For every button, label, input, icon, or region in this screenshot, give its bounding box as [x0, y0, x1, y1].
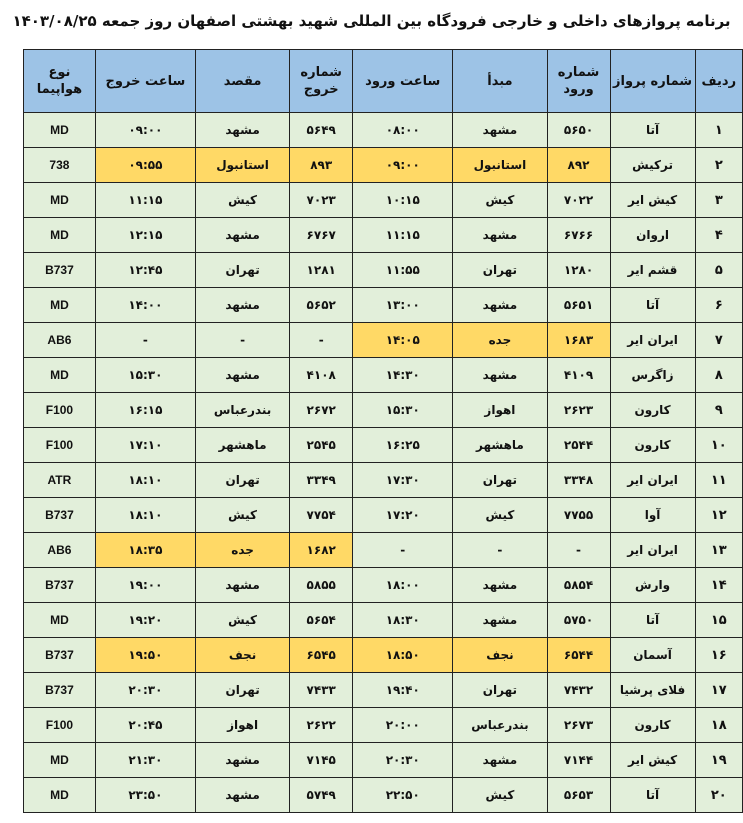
cell-aircraft-type: MD [24, 183, 96, 218]
cell-destination: کیش [195, 498, 289, 533]
header-departure-number: شماره خروج [290, 50, 353, 113]
cell-origin: بندرعباس [453, 708, 547, 743]
cell-departure-number: ۵۷۴۹ [290, 778, 353, 813]
table-row [24, 533, 743, 568]
cell-departure-number: ۶۵۴۵ [290, 638, 353, 673]
cell-arrival-time: ۲۰:۰۰ [353, 708, 453, 743]
cell-origin: کیش [453, 498, 547, 533]
cell-aircraft-type: B737 [24, 673, 96, 708]
cell-departure-number: ۲۶۷۲ [290, 393, 353, 428]
table-row [24, 603, 743, 638]
cell-aircraft-type: ATR [24, 463, 96, 498]
table-row [24, 323, 743, 358]
table-row [24, 463, 743, 498]
cell-row-number: ۱۶ [695, 638, 742, 673]
cell-destination: تهران [195, 673, 289, 708]
cell-arrival-time: ۱۶:۲۵ [353, 428, 453, 463]
header-origin: مبدأ [453, 50, 547, 113]
header-row-number: ردیف [695, 50, 742, 113]
cell-arrival-time: ۱۸:۵۰ [353, 638, 453, 673]
cell-arrival-number: ۴۱۰۹ [547, 358, 610, 393]
cell-origin: جده [453, 323, 547, 358]
cell-arrival-time: ۰۸:۰۰ [353, 113, 453, 148]
cell-aircraft-type: B737 [24, 568, 96, 603]
cell-departure-number: ۵۶۴۹ [290, 113, 353, 148]
cell-airline: کارون [610, 393, 695, 428]
cell-destination: مشهد [195, 743, 289, 778]
cell-row-number: ۱۹ [695, 743, 742, 778]
table-row [24, 288, 743, 323]
cell-row-number: ۴ [695, 218, 742, 253]
table-body [24, 113, 743, 813]
cell-arrival-time: ۱۳:۰۰ [353, 288, 453, 323]
table-row [24, 113, 743, 148]
cell-destination: مشهد [195, 288, 289, 323]
cell-departure-time: ۲۰:۳۰ [95, 673, 195, 708]
cell-row-number: ۱۱ [695, 463, 742, 498]
cell-arrival-number: ۲۶۲۳ [547, 393, 610, 428]
cell-destination: - [195, 323, 289, 358]
cell-row-number: ۱۷ [695, 673, 742, 708]
cell-row-number: ۹ [695, 393, 742, 428]
cell-destination: ماهشهر [195, 428, 289, 463]
cell-departure-time: ۱۴:۰۰ [95, 288, 195, 323]
cell-departure-time: ۱۸:۱۰ [95, 463, 195, 498]
cell-destination: جده [195, 533, 289, 568]
cell-row-number: ۱۴ [695, 568, 742, 603]
cell-departure-number: ۴۱۰۸ [290, 358, 353, 393]
cell-arrival-number: ۶۵۴۴ [547, 638, 610, 673]
cell-arrival-time: ۱۷:۳۰ [353, 463, 453, 498]
cell-origin: مشهد [453, 358, 547, 393]
cell-origin: تهران [453, 673, 547, 708]
cell-airline: کیش ایر [610, 183, 695, 218]
cell-aircraft-type: MD [24, 603, 96, 638]
cell-row-number: ۱۸ [695, 708, 742, 743]
cell-departure-time: ۲۳:۵۰ [95, 778, 195, 813]
cell-departure-time: ۱۹:۰۰ [95, 568, 195, 603]
cell-departure-number: ۷۷۵۴ [290, 498, 353, 533]
cell-departure-time: - [95, 323, 195, 358]
cell-destination: مشهد [195, 113, 289, 148]
cell-arrival-time: ۱۸:۳۰ [353, 603, 453, 638]
cell-aircraft-type: F100 [24, 393, 96, 428]
cell-airline: آتا [610, 778, 695, 813]
cell-arrival-time: ۱۱:۱۵ [353, 218, 453, 253]
cell-departure-number: ۸۹۳ [290, 148, 353, 183]
cell-aircraft-type: B737 [24, 498, 96, 533]
cell-origin: نجف [453, 638, 547, 673]
cell-airline: قشم ایر [610, 253, 695, 288]
header-destination: مقصد [195, 50, 289, 113]
cell-aircraft-type: MD [24, 288, 96, 323]
cell-arrival-time: ۲۰:۳۰ [353, 743, 453, 778]
cell-departure-number: ۶۷۶۷ [290, 218, 353, 253]
header-arrival-number: شماره ورود [547, 50, 610, 113]
cell-destination: نجف [195, 638, 289, 673]
cell-departure-time: ۲۱:۳۰ [95, 743, 195, 778]
cell-destination: تهران [195, 463, 289, 498]
cell-arrival-number: ۵۶۵۳ [547, 778, 610, 813]
cell-departure-number: ۵۶۵۲ [290, 288, 353, 323]
cell-airline: ترکیش [610, 148, 695, 183]
cell-aircraft-type: AB6 [24, 533, 96, 568]
cell-destination: کیش [195, 183, 289, 218]
header-arrival-time: ساعت ورود [353, 50, 453, 113]
cell-airline: آوا [610, 498, 695, 533]
cell-arrival-number: ۵۶۵۱ [547, 288, 610, 323]
cell-departure-number: ۵۸۵۵ [290, 568, 353, 603]
cell-arrival-time: ۱۸:۰۰ [353, 568, 453, 603]
cell-origin: مشهد [453, 288, 547, 323]
table-row [24, 743, 743, 778]
cell-origin: مشهد [453, 743, 547, 778]
cell-airline: زاگرس [610, 358, 695, 393]
cell-origin: اهواز [453, 393, 547, 428]
table-row [24, 428, 743, 463]
cell-arrival-number: ۵۶۵۰ [547, 113, 610, 148]
cell-destination: بندرعباس [195, 393, 289, 428]
cell-row-number: ۱ [695, 113, 742, 148]
cell-arrival-number: ۲۶۷۳ [547, 708, 610, 743]
cell-departure-number: ۷۴۳۳ [290, 673, 353, 708]
cell-origin: مشهد [453, 568, 547, 603]
cell-airline: کیش ایر [610, 743, 695, 778]
table-row [24, 638, 743, 673]
table-row [24, 183, 743, 218]
cell-aircraft-type: AB6 [24, 323, 96, 358]
cell-arrival-number: ۸۹۲ [547, 148, 610, 183]
cell-arrival-time: ۱۵:۳۰ [353, 393, 453, 428]
cell-row-number: ۲ [695, 148, 742, 183]
cell-airline: آتا [610, 288, 695, 323]
cell-destination: مشهد [195, 358, 289, 393]
cell-origin: تهران [453, 253, 547, 288]
table-row [24, 708, 743, 743]
cell-arrival-number: ۷۷۵۵ [547, 498, 610, 533]
header-airline: شماره پرواز [610, 50, 695, 113]
cell-row-number: ۲۰ [695, 778, 742, 813]
cell-arrival-time: ۱۴:۳۰ [353, 358, 453, 393]
cell-departure-number: ۲۵۴۵ [290, 428, 353, 463]
cell-airline: وارش [610, 568, 695, 603]
cell-arrival-number: ۱۶۸۳ [547, 323, 610, 358]
cell-departure-time: ۱۲:۴۵ [95, 253, 195, 288]
cell-origin: کیش [453, 183, 547, 218]
cell-origin: مشهد [453, 603, 547, 638]
cell-airline: ایران ایر [610, 463, 695, 498]
table-row [24, 358, 743, 393]
cell-row-number: ۱۳ [695, 533, 742, 568]
cell-row-number: ۷ [695, 323, 742, 358]
table-row [24, 218, 743, 253]
header-departure-time: ساعت خروج [95, 50, 195, 113]
table-row [24, 498, 743, 533]
cell-aircraft-type: MD [24, 743, 96, 778]
cell-arrival-time: ۱۴:۰۵ [353, 323, 453, 358]
cell-arrival-number: ۵۸۵۴ [547, 568, 610, 603]
cell-departure-time: ۱۶:۱۵ [95, 393, 195, 428]
cell-airline: آتا [610, 113, 695, 148]
cell-arrival-number: ۷۰۲۲ [547, 183, 610, 218]
cell-departure-number: ۱۶۸۲ [290, 533, 353, 568]
cell-origin: استانبول [453, 148, 547, 183]
cell-aircraft-type: MD [24, 113, 96, 148]
cell-departure-number: ۵۶۵۴ [290, 603, 353, 638]
flight-schedule-table [23, 49, 743, 813]
cell-departure-time: ۱۸:۱۰ [95, 498, 195, 533]
table-row [24, 778, 743, 813]
cell-arrival-number: ۳۳۴۸ [547, 463, 610, 498]
cell-arrival-time: ۱۰:۱۵ [353, 183, 453, 218]
cell-airline: فلای پرشیا [610, 673, 695, 708]
cell-arrival-number: ۷۴۳۲ [547, 673, 610, 708]
table-row [24, 393, 743, 428]
cell-arrival-time: ۱۱:۵۵ [353, 253, 453, 288]
cell-row-number: ۶ [695, 288, 742, 323]
table-row [24, 568, 743, 603]
cell-arrival-time: ۱۷:۲۰ [353, 498, 453, 533]
cell-row-number: ۱۲ [695, 498, 742, 533]
cell-airline: اروان [610, 218, 695, 253]
table-row [24, 148, 743, 183]
cell-aircraft-type: MD [24, 358, 96, 393]
cell-departure-time: ۱۹:۵۰ [95, 638, 195, 673]
cell-arrival-number: ۱۲۸۰ [547, 253, 610, 288]
table-row [24, 253, 743, 288]
page-title: برنامه پروازهای داخلی و خارجی فرودگاه بین المللی شهید بهشتی اصفهان روز جمعه ۱۴۰۳/۰۸/۲۵ [12, 12, 731, 30]
cell-arrival-number: - [547, 533, 610, 568]
cell-aircraft-type: F100 [24, 708, 96, 743]
cell-departure-number: ۳۳۴۹ [290, 463, 353, 498]
cell-departure-number: - [290, 323, 353, 358]
cell-row-number: ۳ [695, 183, 742, 218]
cell-departure-time: ۱۹:۲۰ [95, 603, 195, 638]
cell-destination: اهواز [195, 708, 289, 743]
cell-departure-number: ۲۶۲۲ [290, 708, 353, 743]
cell-airline: کارون [610, 708, 695, 743]
cell-arrival-number: ۵۷۵۰ [547, 603, 610, 638]
table-row [24, 673, 743, 708]
cell-destination: مشهد [195, 218, 289, 253]
cell-origin: مشهد [453, 218, 547, 253]
cell-arrival-number: ۲۵۴۴ [547, 428, 610, 463]
cell-destination: کیش [195, 603, 289, 638]
cell-airline: آتا [610, 603, 695, 638]
cell-arrival-time: ۱۹:۴۰ [353, 673, 453, 708]
cell-origin: مشهد [453, 113, 547, 148]
cell-destination: مشهد [195, 568, 289, 603]
cell-origin: - [453, 533, 547, 568]
cell-departure-time: ۱۱:۱۵ [95, 183, 195, 218]
cell-aircraft-type: MD [24, 218, 96, 253]
cell-destination: تهران [195, 253, 289, 288]
cell-departure-number: ۷۰۲۳ [290, 183, 353, 218]
cell-departure-number: ۷۱۴۵ [290, 743, 353, 778]
cell-airline: کارون [610, 428, 695, 463]
cell-origin: تهران [453, 463, 547, 498]
header-aircraft-type: نوع هواپیما [24, 50, 96, 113]
cell-departure-time: ۱۵:۳۰ [95, 358, 195, 393]
cell-arrival-number: ۶۷۶۶ [547, 218, 610, 253]
cell-departure-number: ۱۲۸۱ [290, 253, 353, 288]
cell-origin: کیش [453, 778, 547, 813]
cell-row-number: ۱۵ [695, 603, 742, 638]
cell-departure-time: ۲۰:۴۵ [95, 708, 195, 743]
cell-aircraft-type: F100 [24, 428, 96, 463]
cell-departure-time: ۱۷:۱۰ [95, 428, 195, 463]
cell-departure-time: ۱۲:۱۵ [95, 218, 195, 253]
cell-aircraft-type: 738 [24, 148, 96, 183]
cell-arrival-time: - [353, 533, 453, 568]
cell-departure-time: ۰۹:۵۵ [95, 148, 195, 183]
cell-row-number: ۵ [695, 253, 742, 288]
cell-destination: مشهد [195, 778, 289, 813]
cell-airline: ایران ایر [610, 323, 695, 358]
cell-airline: آسمان [610, 638, 695, 673]
cell-aircraft-type: B737 [24, 638, 96, 673]
cell-row-number: ۸ [695, 358, 742, 393]
cell-aircraft-type: B737 [24, 253, 96, 288]
cell-arrival-time: ۲۲:۵۰ [353, 778, 453, 813]
cell-departure-time: ۱۸:۳۵ [95, 533, 195, 568]
cell-aircraft-type: MD [24, 778, 96, 813]
cell-row-number: ۱۰ [695, 428, 742, 463]
cell-airline: ایران ایر [610, 533, 695, 568]
cell-destination: استانبول [195, 148, 289, 183]
cell-origin: ماهشهر [453, 428, 547, 463]
cell-arrival-time: ۰۹:۰۰ [353, 148, 453, 183]
cell-departure-time: ۰۹:۰۰ [95, 113, 195, 148]
cell-arrival-number: ۷۱۴۴ [547, 743, 610, 778]
table-header-row [24, 50, 743, 113]
